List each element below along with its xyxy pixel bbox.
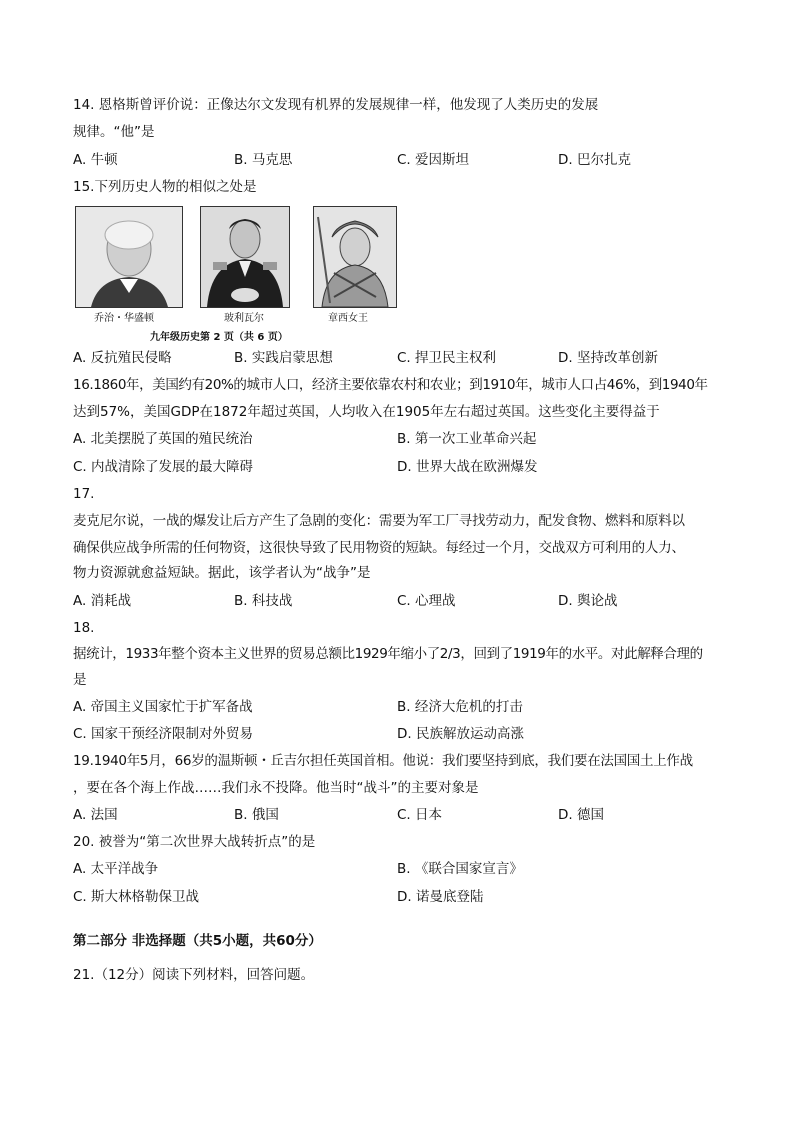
q15-option-b: B. 实践启蒙思想 [234,350,333,366]
q14-option-b: B. 马克思 [234,152,293,168]
q19-option-c: C. 日本 [397,807,443,823]
q20-option-d: D. 诺曼底登陆 [397,889,484,905]
q14-line1: 14. 恩格斯曾评价说：正像达尔文发现有机界的发展规律一样，他发现了人类历史的发展 [73,97,599,113]
portrait-rani [313,206,397,308]
caption-washington: 乔治・华盛顿 [94,313,154,324]
portrait-bolivar [200,206,290,308]
q17-line1: 麦克尼尔说，一战的爆发让后方产生了急剧的变化：需要为军工厂寻找劳动力，配发食物、燃料和原料以 [73,513,685,529]
q19-option-b: B. 俄国 [234,807,279,823]
part2-heading: 第二部分 非选择题（共5小题，共60分） [73,933,322,949]
q15-option-a: A. 反抗殖民侵略 [73,350,172,366]
q16-option-b: B. 第一次工业革命兴起 [397,431,537,447]
q20-option-a: A. 太平洋战争 [73,861,159,877]
q14-line2: 规律。“他”是 [73,124,155,140]
q19-line1: 19.1940年5月，66岁的温斯顿・丘吉尔担任英国首相。他说：我们要坚持到底，我们要在法国国土上作战 [73,753,693,769]
q17-option-c: C. 心理战 [397,593,456,609]
q17-line3: 物力资源就愈益短缺。据此，该学者认为“战争”是 [73,565,371,581]
q18-option-b: B. 经济大危机的打击 [397,699,523,715]
q18-line2: 是 [73,672,87,688]
q15-option-c: C. 捍卫民主权利 [397,350,497,366]
q16-line2: 达到57%，美国GDP在1872年超过英国，人均收入在1905年左右超过英国。这些变化主要得益于 [73,404,660,420]
page-footer: 九年级历史第 2 页（共 6 页） [150,332,288,343]
q16-line1: 16.1860年，美国约有20%的城市人口，经济主要依靠农村和农业；到1910年，城市人口占46%，到1940年 [73,377,708,393]
q18-number: 18. [73,620,95,636]
q17-option-a: A. 消耗战 [73,593,132,609]
q20-stem: 20. 被誉为“第二次世界大战转折点”的是 [73,834,316,850]
q18-option-d: D. 民族解放运动高涨 [397,726,524,742]
q14-option-a: A. 牛顿 [73,152,118,168]
caption-rani: 章西女王 [328,313,368,324]
q20-option-c: C. 斯大林格勒保卫战 [73,889,200,905]
q17-option-d: D. 舆论战 [558,593,618,609]
q20-option-b: B. 《联合国家宣言》 [397,861,523,877]
q18-option-c: C. 国家干预经济限制对外贸易 [73,726,254,742]
q19-option-d: D. 德国 [558,807,604,823]
q16-option-c: C. 内战清除了发展的最大障碍 [73,459,254,475]
q17-number: 17. [73,486,95,502]
q14-option-d: D. 巴尔扎克 [558,152,631,168]
q18-line1: 据统计，1933年整个资本主义世界的贸易总额比1929年缩小了2/3，回到了1919年的水平。对此解释合理的 [73,646,703,662]
q16-option-d: D. 世界大战在欧洲爆发 [397,459,538,475]
q19-line2: ，要在各个海上作战……我们永不投降。他当时“战斗”的主要对象是 [73,780,479,796]
caption-bolivar: 玻利瓦尔 [224,313,264,324]
q17-line2: 确保供应战争所需的任何物资，这很快导致了民用物资的短缺。每经过一个月，交战双方可利用的人力、 [73,540,685,556]
q15-stem: 15.下列历史人物的相似之处是 [73,179,257,195]
q16-option-a: A. 北美摆脱了英国的殖民统治 [73,431,253,447]
q17-option-b: B. 科技战 [234,593,293,609]
q15-option-d: D. 坚持改革创新 [558,350,658,366]
q18-option-a: A. 帝国主义国家忙于扩军备战 [73,699,253,715]
portrait-washington [75,206,183,308]
q14-option-c: C. 爱因斯坦 [397,152,470,168]
q19-option-a: A. 法国 [73,807,118,823]
q21-stem: 21.（12分）阅读下列材料，回答问题。 [73,967,315,983]
